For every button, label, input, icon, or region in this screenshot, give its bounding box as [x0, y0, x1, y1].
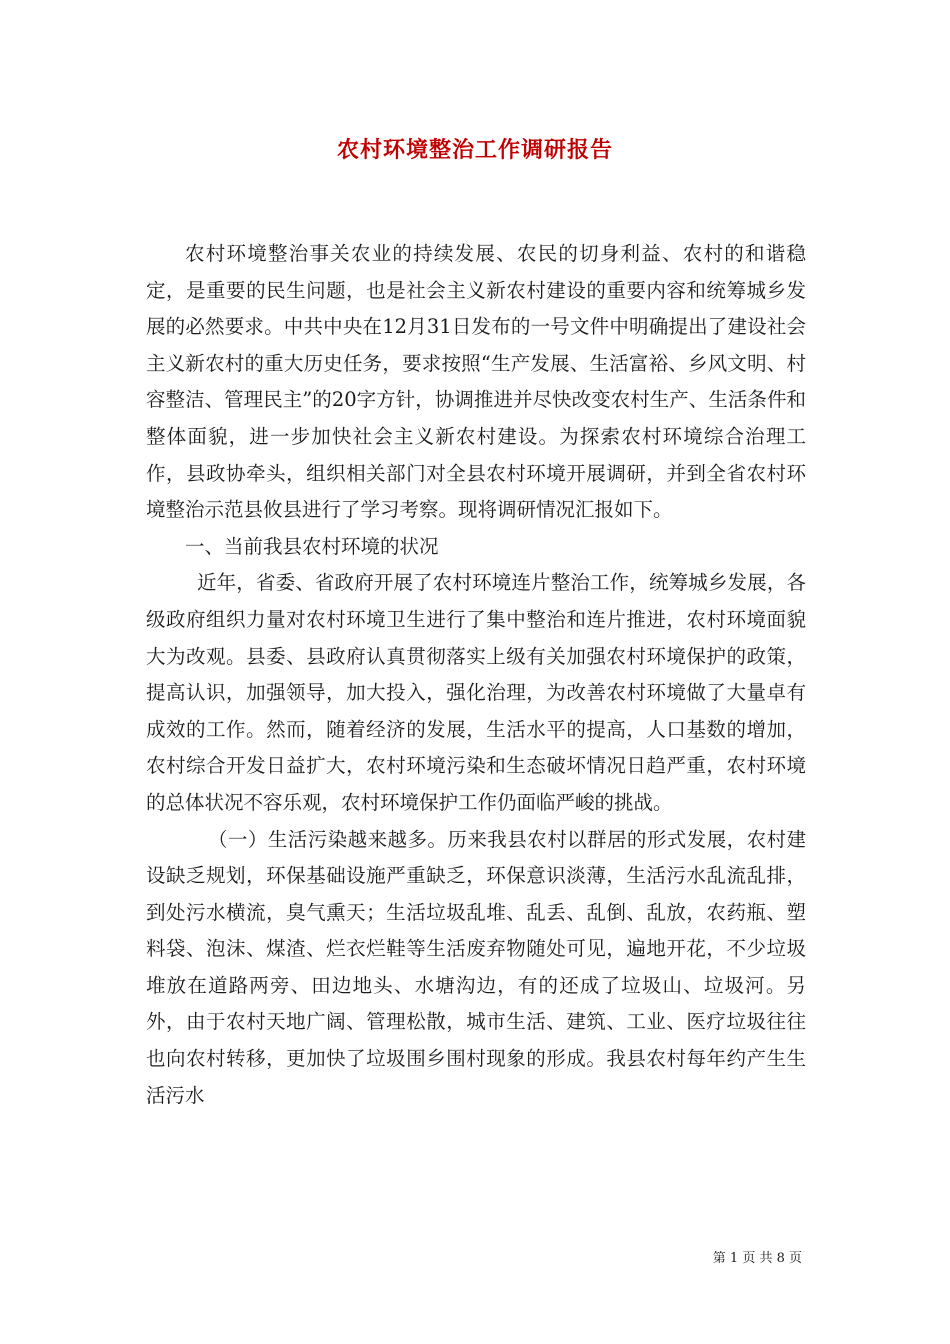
intro-paragraph: 农村环境整治事关农业的持续发展、农民的切身利益、农村的和谐稳定，是重要的民生问题，也是社会主义新农村建设的重要内容和统筹城乡发展的必然要求。中共中央在12月31日发布的一号文件中明确提出了建设社会主义新农村的重大历史任务，要求按照“生产发展、生活富裕、乡风文明、村容整洁、管理民主”的20字方针，协调推进并尽快改变农村生产、生活条件和整体面貌，进一步加快社会主义新农村建设。为探索农村环境综合治理工作，县政协牵头，组织相关部门对全县农村环境开展调研，并到全省农村环境整治示范县攸县进行了学习考察。现将调研情况汇报如下。 — [146, 242, 806, 522]
section-heading-1: 一、当前我县农村环境的状况 — [185, 534, 439, 558]
page-number: 第 1 页 共 8 页 — [712, 1251, 802, 1266]
section-1-paragraph: 近年，省委、省政府开展了农村环境连片整治工作，统筹城乡发展，各级政府组织力量对农村环境卫生进行了集中整治和连片推进，农村环境面貌大为改观。县委、县政府认真贯彻落实上级有关加强农村环境保护的政策，提高认识，加强领导，加大投入，强化治理，为改善农村环境做了大量卓有成效的工作。然而，随着经济的发展，生活水平的提高，人口基数的增加，农村综合开发日益扩大，农村环境污染和生态破坏情况日趋严重，农村环境的总体状况不容乐观，农村环境保护工作仍面临严峻的挑战。 — [146, 571, 806, 814]
document-title: 农村环境整治工作调研报告 — [336, 137, 613, 163]
document-body — [146, 236, 806, 1114]
subsection-1-paragraph: （一）生活污染越来越多。历来我县农村以群居的形式发展，农村建设缺乏规划，环保基础设施严重缺乏，环保意识淡薄，生活污水乱流乱排，到处污水横流，臭气熏天；生活垃圾乱堆、乱丢、乱倒、乱放，农药瓶、塑料袋、泡沫、煤渣、烂衣烂鞋等生活废弃物随处可见，遍地开花，不少垃圾堆放在道路两旁、田边地头、水塘沟边，有的还成了垃圾山、垃圾河。另外，由于农村天地广阔、管理松散，城市生活、建筑、工业、医疗垃圾往往也向农村转移，更加快了垃圾围乡围村现象的形成。我县农村每年约产生生活污水 — [146, 827, 806, 1107]
